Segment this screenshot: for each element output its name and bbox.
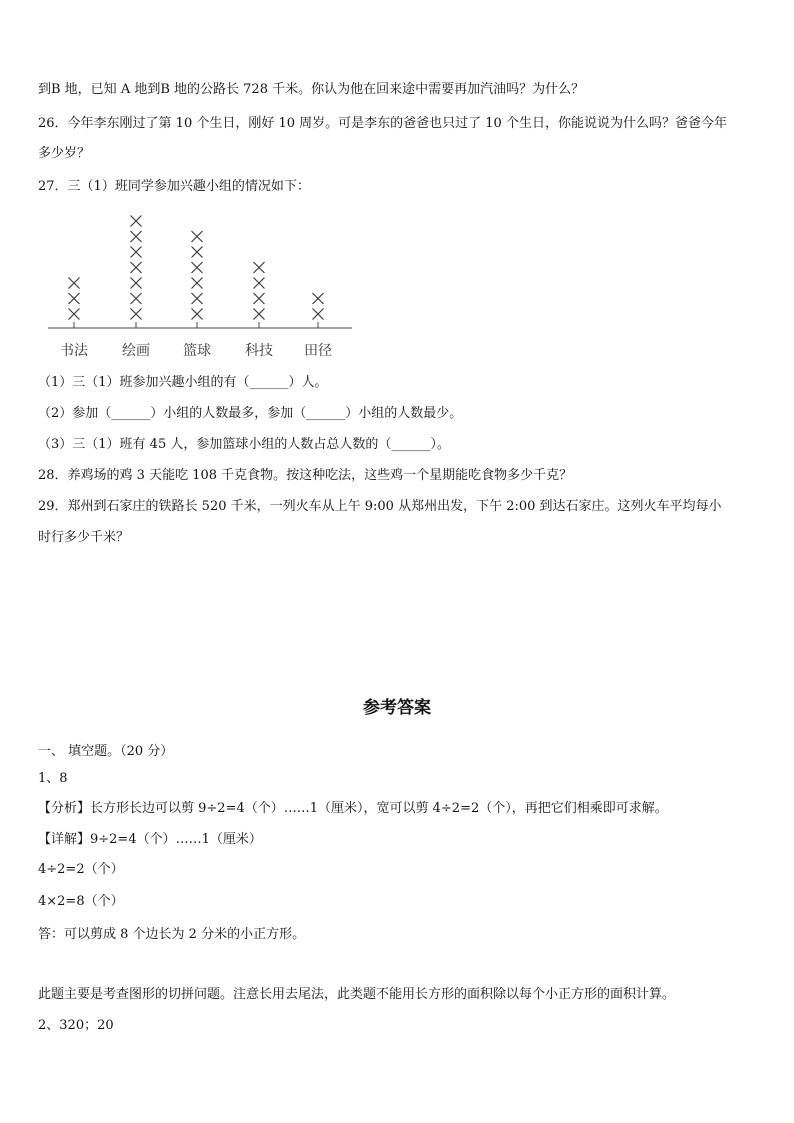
q28-text: 28．养鸡场的鸡 3 天能吃 108 千克食物。按这种吃法，这些鸡一个星期能吃食物多少千克？ [38,468,573,483]
pictograph-chart [0,200,400,370]
cross-mark [254,293,265,304]
q27-sub2: （2）参加（______）小组的人数最多，参加（______）小组的人数最少。 [38,406,463,421]
cross-mark [313,293,324,304]
note-text: 此题主要是考查图形的切拼问题。注意长用去尾法，此类题不能用长方形的面积除以每个小正方形的面积计算。 [38,987,676,1002]
cross-mark [131,247,142,258]
category-label: 篮球 [183,343,211,359]
answer-1: 1、8 [38,771,68,786]
detail-text: 【详解】9÷2=4（个）……1（厘米） [38,832,262,847]
q27-sub1: （1）三（1）班参加兴趣小组的有（______）人。 [38,375,328,390]
q27-sub3: （3）三（1）班有 45 人，参加篮球小组的人数占总人数的（______）。 [38,437,450,452]
calc-line-2: 4×2=8（个） [38,894,124,909]
q29-line2: 时行多少千米？ [38,530,130,545]
cross-mark [254,309,265,320]
q26-line1: 26．今年李东刚过了第 10 个生日，刚好 10 周岁。可是李东的爸爸也只过了 10 个生日，你能说说为什么吗？爸爸今年 [38,116,727,131]
q26-line2: 多少岁？ [38,146,91,161]
cross-mark [192,231,203,242]
cross-mark [192,309,203,320]
q29-line1: 29．郑州到石家庄的铁路长 520 千米，一列火车从上午 9:00 从郑州出发，下午 2:00 到达石家庄。这列火车平均每小 [38,499,722,514]
cross-mark [254,262,265,273]
cross-mark [131,278,142,289]
cross-mark [69,293,80,304]
q27-text: 27．三（1）班同学参加兴趣小组的情况如下： [38,179,310,194]
cross-mark [254,278,265,289]
cross-mark [69,309,80,320]
cross-mark [192,278,203,289]
cross-mark [192,247,203,258]
q25-tail: 到B 地，已知 A 地到B 地的公路长 728 千米。你认为他在回来途中需要再加汽油吗？为什么？ [38,82,585,97]
category-label: 书法 [60,343,88,359]
cross-mark [131,231,142,242]
cross-mark [192,293,203,304]
cross-mark [131,309,142,320]
cross-mark [69,278,80,289]
cross-mark [131,293,142,304]
cross-mark [131,216,142,227]
answers-title: 参考答案 [363,698,431,718]
calc-line-1: 4÷2=2（个） [38,862,124,877]
category-label: 田径 [304,343,332,359]
section-heading: 一、 填空题。（20 分） [38,744,174,759]
answer-2: 2、320；20 [38,1018,114,1033]
cross-mark [131,262,142,273]
cross-mark [192,262,203,273]
cross-mark [313,309,324,320]
category-label: 科技 [245,343,273,359]
category-label: 绘画 [122,343,150,359]
analysis-text: 【分析】长方形长边可以剪 9÷2=4（个）……1（厘米），宽可以剪 4÷2=2（个），再把它们相乘即可求解。 [38,801,668,816]
conclusion-text: 答：可以剪成 8 个边长为 2 分米的小正方形。 [38,927,306,942]
